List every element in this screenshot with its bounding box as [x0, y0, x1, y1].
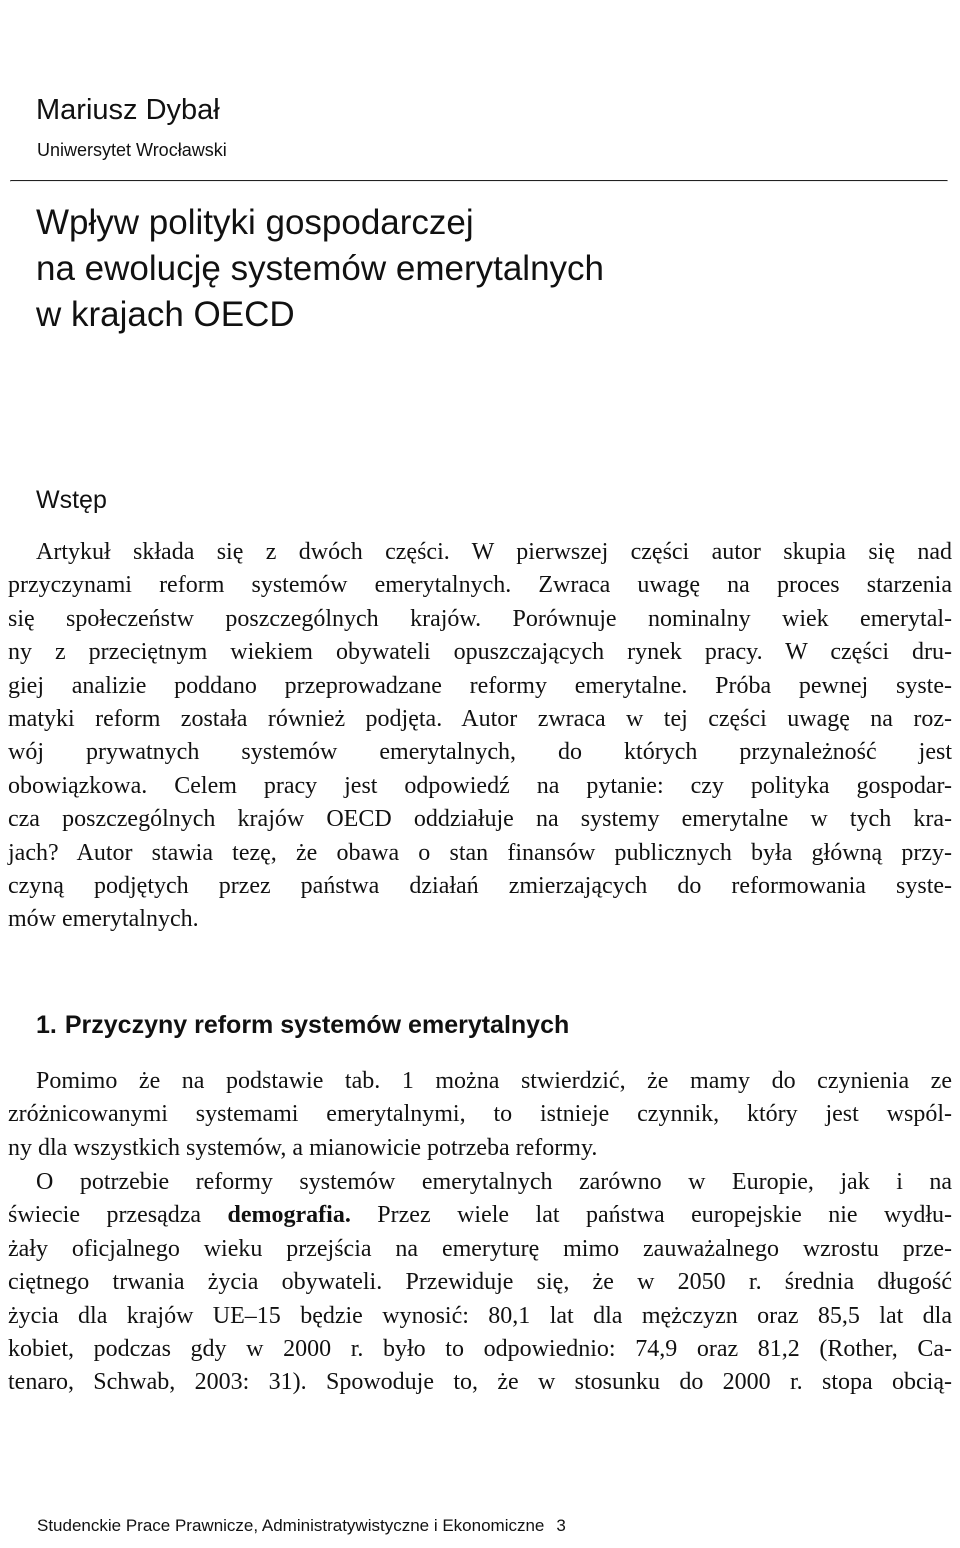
text-line: O potrzebie reformy systemów emerytalnych zarówno w Europie, jak i na: [36, 1169, 952, 1195]
section-1-paragraph-2: [8, 1166, 952, 1400]
text-line: jach? Autor stawia tezę, że obawa o stan finansów publicznych była główną przy-: [8, 839, 952, 866]
journal-name: Studenckie Prace Prawnicze, Administratywistyczne i Ekonomiczne: [37, 1516, 545, 1535]
text-line: mów emerytalnych.: [8, 906, 199, 933]
text-line: [8, 1199, 952, 1232]
paper-title-line: na ewolucję systemów emerytalnych: [36, 249, 605, 288]
text-line: życia dla krajów UE–15 będzie wynosić: 80,1 lat dla mężczyzn oraz 85,5 lat dla: [8, 1302, 952, 1329]
text-fragment: Przez wiele lat państwa europejskie nie wydłu-: [350, 1202, 952, 1229]
author-name: Mariusz Dybał: [36, 94, 220, 126]
section-1-heading: [36, 1009, 569, 1041]
intro-paragraph: [8, 536, 952, 937]
header-divider: [10, 180, 948, 182]
intro-heading: Wstęp: [36, 486, 107, 514]
section-1-paragraph-1: [8, 1065, 952, 1165]
text-line: Pomimo że na podstawie tab. 1 można stwierdzić, że mamy do czynienia ze: [36, 1068, 952, 1094]
page-number: 3: [556, 1516, 566, 1535]
text-line: wój prywatnych systemów emerytalnych, do których przynależność jest: [8, 739, 952, 766]
text-line: cza poszczególnych krajów OECD oddziałuje na systemy emerytalne w tych kra-: [8, 806, 952, 833]
section-number: 1.: [36, 1011, 57, 1039]
text-line: tenaro, Schwab, 2003: 31). Spowoduje to, że w stosunku do 2000 r. stopa obcią-: [8, 1369, 952, 1396]
text-line: ny dla wszystkich systemów, a mianowicie potrzeba reformy.: [8, 1134, 598, 1161]
paper-title: [36, 200, 604, 338]
text-fragment: świecie przesądza: [8, 1202, 228, 1229]
paper-title-line: w krajach OECD: [36, 295, 295, 334]
section-title: Przyczyny reform systemów emerytalnych: [64, 1011, 570, 1039]
text-line: się społeczeństw poszczególnych krajów. Porównuje nominalny wiek emerytal-: [8, 605, 952, 632]
page-footer: [37, 1515, 566, 1537]
text-line: obowiązkowa. Celem pracy jest odpowiedź na pytanie: czy polityka gospodar-: [8, 772, 952, 799]
text-line: zróżnicowanymi systemami emerytalnymi, to istnieje czynnik, który jest wspól-: [8, 1101, 952, 1128]
text-line: ciętnego trwania życia obywateli. Przewiduje się, że w 2050 r. średnia długość: [8, 1269, 952, 1296]
author-affiliation: Uniwersytet Wrocławski: [37, 140, 227, 160]
text-line: matyki reform została również podjęta. Autor zwraca w tej części uwagę na roz-: [8, 706, 952, 733]
text-line: Artykuł składa się z dwóch części. W pierwszej części autor skupia się nad: [36, 539, 952, 565]
text-line: żały oficjalnego wieku przejścia na emeryturę mimo zauważalnego wzrostu prze-: [8, 1235, 952, 1262]
text-line: giej analizie poddano przeprowadzane reformy emerytalne. Próba pewnej syste-: [8, 672, 952, 699]
text-line: przyczynami reform systemów emerytalnych. Zwraca uwagę na proces starzenia: [8, 572, 952, 599]
emphasis-term: demografia.: [227, 1202, 351, 1229]
text-line: ny z przeciętnym wiekiem obywateli opuszczających rynek pracy. W części dru-: [8, 639, 952, 666]
paper-title-line: Wpływ polityki gospodarczej: [36, 203, 474, 242]
text-line: kobiet, podczas gdy w 2000 r. było to odpowiednio: 74,9 oraz 81,2 (Rother, Ca-: [8, 1336, 952, 1363]
text-line: czyną podjętych przez państwa działań zmierzających do reformowania syste-: [8, 873, 952, 900]
